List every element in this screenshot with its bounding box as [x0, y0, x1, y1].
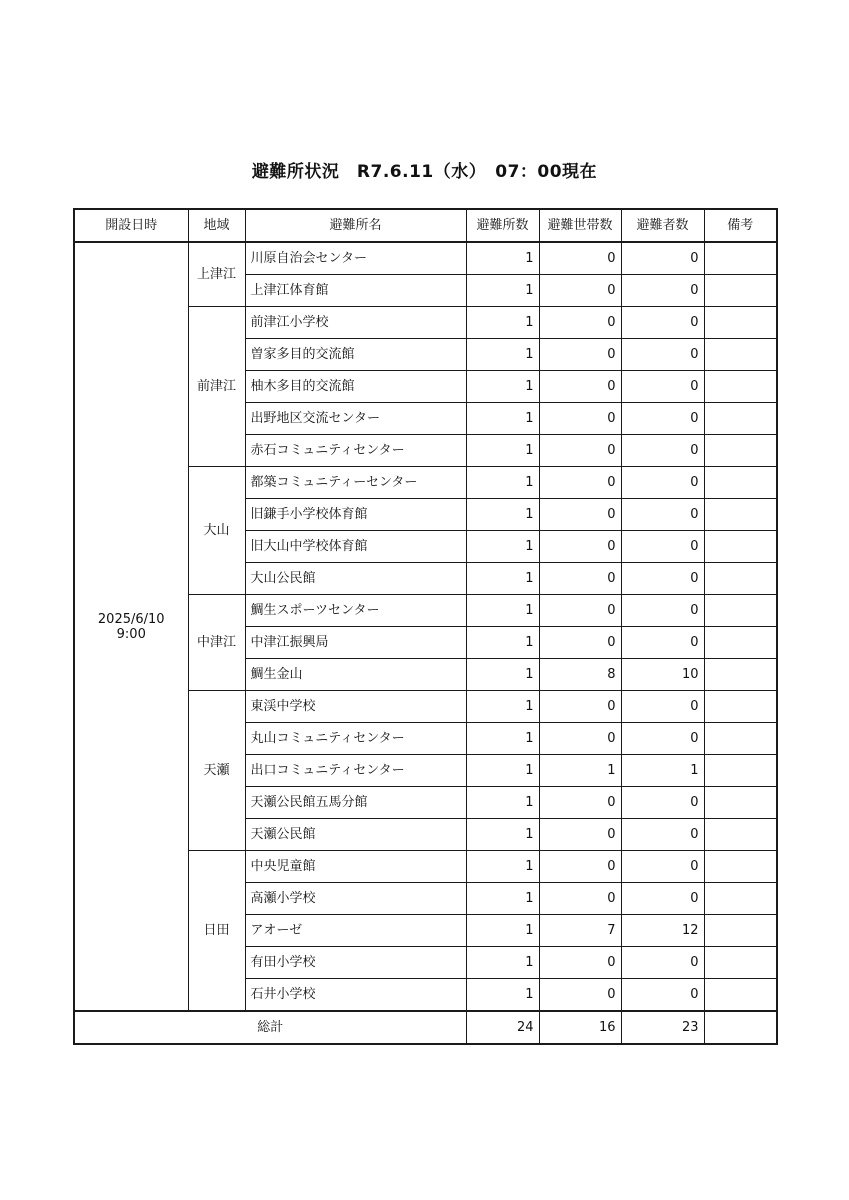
- evacuee-count: 12: [621, 915, 704, 947]
- household-count: 8: [539, 659, 621, 691]
- table-footer: [74, 1011, 777, 1044]
- header-row: [74, 209, 777, 242]
- remarks-cell: [704, 755, 777, 787]
- total-row: [74, 1011, 777, 1044]
- remarks-cell: [704, 883, 777, 915]
- remarks-cell: [704, 979, 777, 1012]
- shelter-name: 上津江体育館: [245, 275, 466, 307]
- evacuee-count: 0: [621, 371, 704, 403]
- shelter-count: 1: [466, 339, 539, 371]
- household-count: 0: [539, 275, 621, 307]
- household-count: 0: [539, 595, 621, 627]
- shelter-name: 高瀬小学校: [245, 883, 466, 915]
- total-shelter-count: 24: [466, 1011, 539, 1044]
- shelter-name: 川原自治会センター: [245, 242, 466, 275]
- area-name: 中津江: [188, 595, 245, 691]
- shelter-name: 出野地区交流センター: [245, 403, 466, 435]
- shelter-name: 都築コミュニティーセンター: [245, 467, 466, 499]
- page-title: 避難所状況 R7.6.11（水） 07：00現在: [251, 162, 598, 182]
- evacuee-count: 0: [621, 339, 704, 371]
- area-name: 日田: [188, 851, 245, 1012]
- household-count: 0: [539, 627, 621, 659]
- remarks-cell: [704, 819, 777, 851]
- area-name: 上津江: [188, 242, 245, 307]
- shelter-count: 1: [466, 915, 539, 947]
- shelter-name: 前津江小学校: [245, 307, 466, 339]
- household-count: 0: [539, 691, 621, 723]
- shelter-name: 柚木多目的交流館: [245, 371, 466, 403]
- evacuee-count: 0: [621, 275, 704, 307]
- household-count: 0: [539, 883, 621, 915]
- shelter-count: 1: [466, 979, 539, 1012]
- area-name: 前津江: [188, 307, 245, 467]
- remarks-cell: [704, 947, 777, 979]
- header-shelter-count: 避難所数: [466, 209, 539, 242]
- household-count: 0: [539, 242, 621, 275]
- shelter-count: 1: [466, 755, 539, 787]
- shelter-count: 1: [466, 723, 539, 755]
- shelter-count: 1: [466, 563, 539, 595]
- shelter-status-table: [73, 208, 778, 1045]
- shelter-name: 丸山コミュニティセンター: [245, 723, 466, 755]
- remarks-cell: [704, 787, 777, 819]
- remarks-cell: [704, 595, 777, 627]
- shelter-count: 1: [466, 371, 539, 403]
- table-body: [74, 242, 777, 1011]
- remarks-cell: [704, 723, 777, 755]
- remarks-cell: [704, 851, 777, 883]
- shelter-name: 赤石コミュニティセンター: [245, 435, 466, 467]
- remarks-cell: [704, 627, 777, 659]
- remarks-cell: [704, 242, 777, 275]
- shelter-name: 出口コミュニティセンター: [245, 755, 466, 787]
- household-count: 0: [539, 499, 621, 531]
- evacuee-count: 0: [621, 242, 704, 275]
- shelter-count: 1: [466, 435, 539, 467]
- evacuee-count: 0: [621, 851, 704, 883]
- evacuee-count: 0: [621, 723, 704, 755]
- shelter-count: 1: [466, 467, 539, 499]
- household-count: 0: [539, 435, 621, 467]
- remarks-cell: [704, 307, 777, 339]
- evacuee-count: 0: [621, 499, 704, 531]
- remarks-cell: [704, 371, 777, 403]
- remarks-cell: [704, 339, 777, 371]
- evacuee-count: 0: [621, 563, 704, 595]
- opened-date: 2025/6/10: [97, 611, 165, 627]
- household-count: 0: [539, 563, 621, 595]
- shelter-name: 石井小学校: [245, 979, 466, 1012]
- shelter-count: 1: [466, 627, 539, 659]
- shelter-name: 大山公民館: [245, 563, 466, 595]
- remarks-cell: [704, 403, 777, 435]
- remarks-cell: [704, 659, 777, 691]
- household-count: 0: [539, 403, 621, 435]
- household-count: 0: [539, 307, 621, 339]
- total-label: 総計: [74, 1011, 466, 1044]
- shelter-count: 1: [466, 403, 539, 435]
- evacuee-count: 0: [621, 435, 704, 467]
- household-count: 0: [539, 851, 621, 883]
- shelter-count: 1: [466, 883, 539, 915]
- shelter-name: 中央児童館: [245, 851, 466, 883]
- header-area: 地域: [188, 209, 245, 242]
- evacuee-count: 0: [621, 595, 704, 627]
- household-count: 7: [539, 915, 621, 947]
- household-count: 0: [539, 531, 621, 563]
- remarks-cell: [704, 467, 777, 499]
- remarks-cell: [704, 499, 777, 531]
- shelter-name: 有田小学校: [245, 947, 466, 979]
- household-count: 0: [539, 371, 621, 403]
- household-count: 0: [539, 819, 621, 851]
- header-shelter-name: 避難所名: [245, 209, 466, 242]
- evacuee-count: 0: [621, 531, 704, 563]
- table-header: [74, 209, 777, 242]
- household-count: 0: [539, 787, 621, 819]
- evacuee-count: 0: [621, 691, 704, 723]
- remarks-cell: [704, 435, 777, 467]
- household-count: 0: [539, 979, 621, 1012]
- shelter-count: 1: [466, 947, 539, 979]
- evacuee-count: 0: [621, 883, 704, 915]
- shelter-name: 天瀬公民館: [245, 819, 466, 851]
- shelter-name: 旧大山中学校体育館: [245, 531, 466, 563]
- header-households: 避難世帯数: [539, 209, 621, 242]
- shelter-name: 旧鎌手小学校体育館: [245, 499, 466, 531]
- evacuee-count: 0: [621, 819, 704, 851]
- shelter-count: 1: [466, 819, 539, 851]
- evacuee-count: 0: [621, 979, 704, 1012]
- shelter-count: 1: [466, 531, 539, 563]
- shelter-name: 天瀬公民館五馬分館: [245, 787, 466, 819]
- opened-datetime: [74, 242, 188, 1011]
- shelter-count: 1: [466, 595, 539, 627]
- remarks-cell: [704, 563, 777, 595]
- shelter-count: 1: [466, 307, 539, 339]
- total-households: 16: [539, 1011, 621, 1044]
- household-count: 0: [539, 723, 621, 755]
- evacuee-count: 1: [621, 755, 704, 787]
- shelter-name: 鯛生スポーツセンター: [245, 595, 466, 627]
- shelter-name: 鯛生金山: [245, 659, 466, 691]
- evacuee-count: 0: [621, 947, 704, 979]
- shelter-count: 1: [466, 275, 539, 307]
- evacuee-count: 10: [621, 659, 704, 691]
- shelter-count: 1: [466, 499, 539, 531]
- total-remarks: [704, 1011, 777, 1044]
- remarks-cell: [704, 275, 777, 307]
- household-count: 0: [539, 467, 621, 499]
- header-date: 開設日時: [74, 209, 188, 242]
- shelter-name: アオーゼ: [245, 915, 466, 947]
- opened-time: 9:00: [116, 626, 146, 642]
- header-remarks: 備考: [704, 209, 777, 242]
- remarks-cell: [704, 531, 777, 563]
- area-name: 天瀬: [188, 691, 245, 851]
- shelter-name: 曽家多目的交流館: [245, 339, 466, 371]
- shelter-count: 1: [466, 242, 539, 275]
- shelter-count: 1: [466, 787, 539, 819]
- area-name: 大山: [188, 467, 245, 595]
- shelter-count: 1: [466, 851, 539, 883]
- evacuee-count: 0: [621, 787, 704, 819]
- remarks-cell: [704, 915, 777, 947]
- shelter-name: 中津江振興局: [245, 627, 466, 659]
- evacuee-count: 0: [621, 307, 704, 339]
- household-count: 0: [539, 947, 621, 979]
- shelter-count: 1: [466, 659, 539, 691]
- evacuee-count: 0: [621, 403, 704, 435]
- table-row: [74, 242, 777, 275]
- total-evacuees: 23: [621, 1011, 704, 1044]
- shelter-name: 東渓中学校: [245, 691, 466, 723]
- household-count: 1: [539, 755, 621, 787]
- header-evacuees: 避難者数: [621, 209, 704, 242]
- evacuee-count: 0: [621, 627, 704, 659]
- shelter-count: 1: [466, 691, 539, 723]
- remarks-cell: [704, 691, 777, 723]
- evacuee-count: 0: [621, 467, 704, 499]
- household-count: 0: [539, 339, 621, 371]
